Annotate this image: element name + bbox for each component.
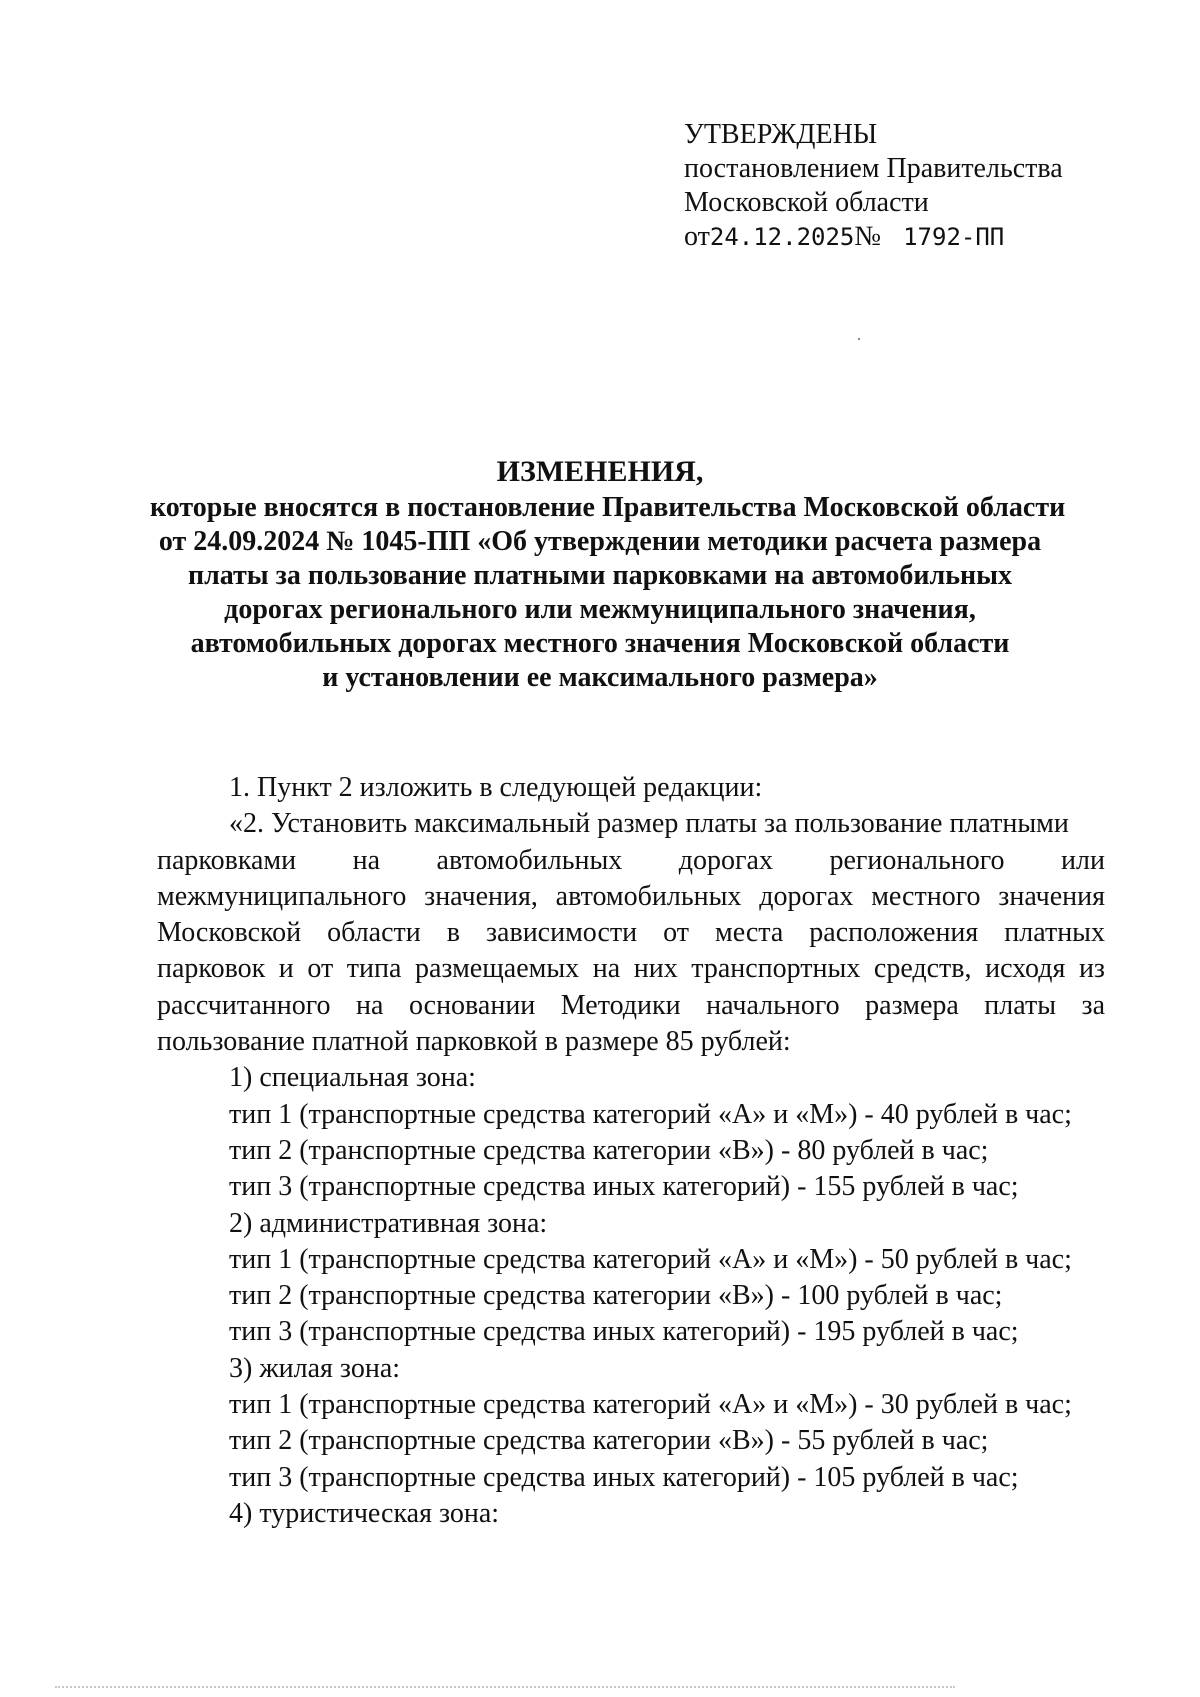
zone-3-type-2: тип 2 (транспортные средства категории «В») - 55 рублей в час; [229, 1425, 989, 1457]
approval-date-number [684, 220, 1063, 254]
word: дорогах [678, 844, 773, 876]
zone-2-type-3: тип 3 (транспортные средства иных категорий) - 195 рублей в час; [229, 1316, 1019, 1348]
word: или [1061, 844, 1105, 876]
zone-2-type-2: тип 2 (транспортные средства категории «В») - 100 рублей в час; [229, 1280, 1003, 1312]
zone-3-type-3: тип 3 (транспортные средства иных категорий) - 105 рублей в час; [229, 1461, 1019, 1493]
zone-2-type-1: тип 1 (транспортные средства категорий «А» и «М») - 50 рублей в час; [229, 1243, 1072, 1275]
word: автомобильных [436, 844, 623, 876]
document-title [150, 455, 1066, 695]
paragraph-2-line-2 [157, 843, 1105, 879]
approval-number: 1792-ПП [903, 223, 1005, 251]
zone-1-type-2: тип 2 (транспортные средства категории «В») - 80 рублей в час; [229, 1134, 989, 1166]
paragraph-1: 1. Пункт 2 изложить в следующей редакции: [229, 772, 763, 803]
paragraph-2-line-1: «2. Установить максимальный размер платы за пользование платными [229, 808, 1069, 840]
number-sign: № [854, 221, 882, 252]
approval-line-2: Московской области [684, 187, 929, 218]
paragraph-2-line-5: парковок и от типа размещаемых на них транспортных средств, исходя из [157, 953, 1105, 985]
zone-1-heading: 1) специальная зона: [229, 1062, 476, 1094]
paragraph-2-line-7: пользование платной парковкой в размере 85 рублей: [157, 1026, 791, 1058]
word: парковками [157, 844, 297, 876]
approval-stamp [684, 118, 1063, 254]
title-line-1: которые вносятся в постановление Правительства Московской области [150, 492, 1066, 523]
approval-heading: УТВЕРЖДЕНЫ [684, 119, 878, 150]
scan-dot [858, 338, 860, 340]
paragraph-2-line-6: рассчитанного на основании Методики начального размера платы за [157, 989, 1105, 1021]
approval-line-1: постановлением Правительства [684, 153, 1063, 184]
zone-4-heading: 4) туристическая зона: [229, 1497, 500, 1529]
date-prefix: от [684, 221, 710, 252]
title-line-6: и установлении ее максимального размера» [322, 662, 878, 693]
zone-3-heading: 3) жилая зона: [229, 1352, 401, 1384]
title-line-4: дорогах регионального или межмуниципального значения, [224, 594, 976, 625]
approval-date: 24.12.2025 [709, 223, 855, 251]
zone-3-type-1: тип 1 (транспортные средства категорий «А» и «М») - 30 рублей в час; [229, 1389, 1072, 1421]
word: регионального [829, 844, 1005, 876]
zone-1-type-3: тип 3 (транспортные средства иных категорий) - 155 рублей в час; [229, 1171, 1019, 1203]
title-line-3: платы за пользование платными парковками на автомобильных [187, 560, 1013, 591]
title-line-5: автомобильных дорогах местного значения Московской области [190, 628, 1010, 659]
zone-2-heading: 2) административная зона: [229, 1207, 548, 1239]
paragraph-2-line-4: Московской области в зависимости от места расположения платных [157, 917, 1105, 949]
scan-footer-mark [55, 1686, 955, 1691]
zone-1-type-1: тип 1 (транспортные средства категорий «А» и «М») - 40 рублей в час; [229, 1098, 1072, 1130]
document-body [157, 770, 1105, 1532]
title-head: ИЗМЕНЕНИЯ, [496, 455, 704, 488]
paragraph-2-line-3: межмуниципального значения, автомобильных дорогах местного значения [157, 880, 1105, 912]
title-line-2: от 24.09.2024 № 1045-ПП «Об утверждении методики расчета размера [158, 526, 1042, 557]
word: на [352, 844, 381, 876]
